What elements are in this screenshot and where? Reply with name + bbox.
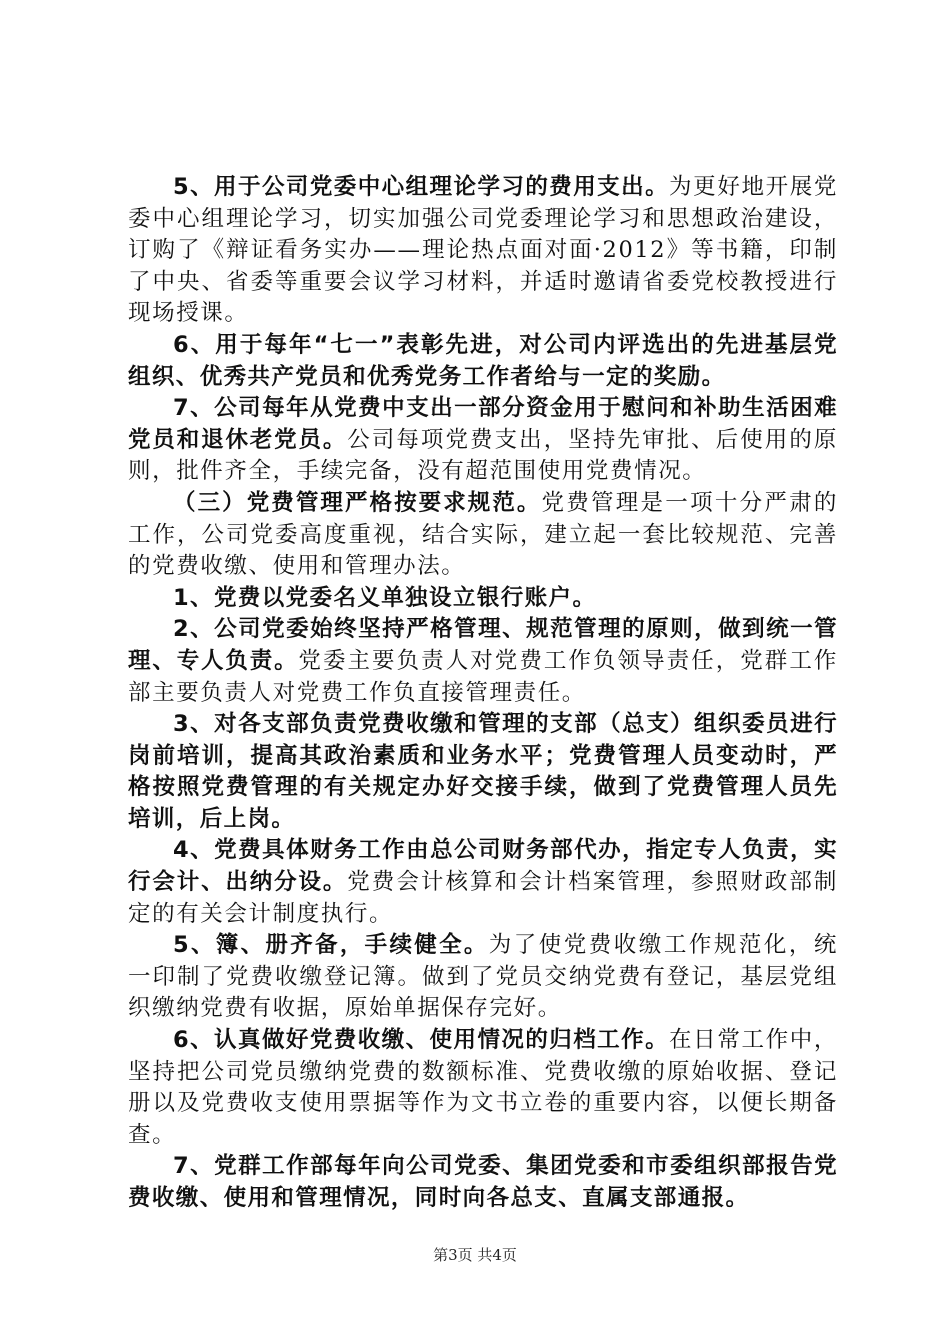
paragraph-6-july-first-awards bbox=[128, 330, 838, 393]
paragraph-7-condolence-expense bbox=[128, 393, 838, 488]
paragraph-lead: 3、对各支部负责党费收缴和管理的支部（总支）组织委员进行岗前培训，提高其政治素质和业务水平；党费管理人员变动时，严格按照党费管理的有关规定办好交接手续，做到了党费管理人员先培训，后上岗。 bbox=[128, 711, 838, 832]
paragraph-lead: 6、用于每年“七一”表彰先进，对公司内评选出的先进基层党组织、优秀共产党员和优秀党务工作者给与一定的奖励。 bbox=[128, 331, 838, 390]
paragraph-lead: 5、簿、册齐备，手续健全。 bbox=[173, 932, 489, 959]
paragraph-body: 在日常工作中，坚持把公司党员缴纳党费的数额标准、党费收缴的原始收据、登记册以及党费收支使用票据等作为文书立卷的重要内容，以便长期备查。 bbox=[128, 1027, 839, 1148]
paragraph-2-unified-management bbox=[128, 614, 838, 709]
paragraph-lead: 7、公司每年从党费中支出一部分资金用于慰问和补助生活困难党员和退休老党员。 bbox=[128, 395, 838, 453]
paragraph-4-finance bbox=[128, 835, 838, 930]
paragraph-3-training bbox=[128, 709, 838, 835]
document-body bbox=[128, 172, 838, 1215]
paragraph-body: 党费会计核算和会计档案管理，参照财政部制定的有关会计制度执行。 bbox=[128, 869, 838, 927]
paragraph-lead: 5、用于公司党委中心组理论学习的费用支出。 bbox=[173, 174, 670, 200]
paragraph-body: 党委主要负责人对党费工作负领导责任，党群工作部主要负责人对党费工作负直接管理责任。 bbox=[128, 647, 838, 706]
paragraph-5-study-expense bbox=[128, 172, 838, 330]
paragraph-body: 为了使党费收缴工作规范化，统一印制了党费收缴登记簿。做到了党员交纳党费有登记，基层党组织缴纳党费有收据，原始单据保存完好。 bbox=[128, 932, 839, 1022]
page-number-footer: 第3页 共4页 bbox=[433, 1246, 517, 1264]
paragraph-body: 为更好地开展党委中心组理论学习，切实加强公司党委理论学习和思想政治建设，订购了《辩证看务实办——理论热点面对面·2012》等书籍，印制了中央、省委等重要会议学习材料，并适时邀请省委党校教授进行现场授课。 bbox=[128, 174, 839, 327]
paragraph-lead: 6、认真做好党费收缴、使用情况的归档工作。 bbox=[173, 1027, 670, 1054]
paragraph-5-registers bbox=[128, 930, 838, 1025]
paragraph-body: 公司每项党费支出，坚持先审批、后使用的原则，批件齐全，手续完备，没有超范围使用党费情况。 bbox=[128, 426, 838, 485]
section-heading: （三）党费管理严格按要求规范。 bbox=[173, 489, 542, 516]
paragraph-lead: 4、党费具体财务工作由总公司财务部代办，指定专人负责，实行会计、出纳分设。 bbox=[128, 837, 838, 896]
paragraph-7-reporting bbox=[128, 1151, 838, 1214]
paragraph-1-bank-account bbox=[128, 583, 838, 615]
paragraph-lead: 2、公司党委始终坚持严格管理、规范管理的原则，做到统一管理、专人负责。 bbox=[128, 616, 838, 674]
paragraph-body: 党费管理是一项十分严肃的工作，公司党委高度重视，结合实际，建立起一套比较规范、完善的党费收缴、使用和管理办法。 bbox=[128, 489, 838, 580]
section-3-fee-management bbox=[128, 488, 838, 583]
paragraph-lead: 7、党群工作部每年向公司党委、集团党委和市委组织部报告党费收缴、使用和管理情况，同时向各总支、直属支部通报。 bbox=[128, 1153, 838, 1211]
paragraph-lead: 1、党费以党委名义单独设立银行账户。 bbox=[173, 584, 597, 611]
paragraph-6-archiving bbox=[128, 1025, 838, 1151]
